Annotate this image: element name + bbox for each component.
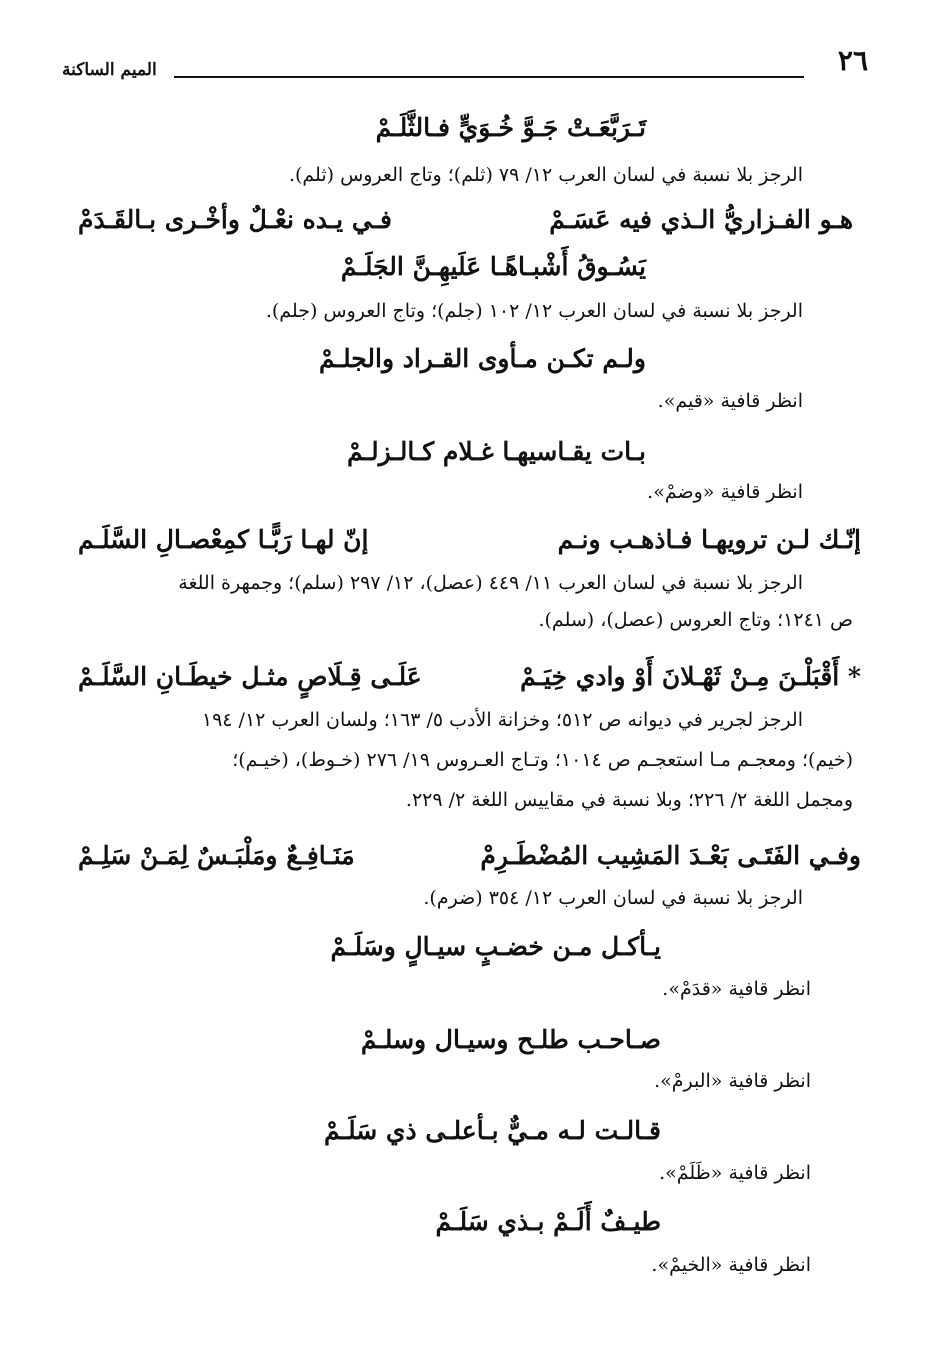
page-header — [62, 44, 868, 84]
verse-hemistich-left: فـي يـده نعْـلٌ وأخْـرى بـالقَـدَمْ — [78, 205, 392, 234]
header-rule — [174, 76, 804, 78]
running-title: الميم الساكنة — [62, 60, 157, 80]
verse-line: طيـفٌ أَلَـمْ بـذي سَلَـمْ — [435, 1207, 661, 1236]
verse-hemistich-left: عَلَـى قِـلَاصٍ مثـل خيطَـانِ السَّلَـمْ — [78, 662, 422, 691]
verse-line: قـالـت لـه مـيٌّ بـأعلـى ذي سَلَـمْ — [324, 1116, 661, 1145]
page-number: ٢٦ — [837, 44, 868, 77]
cross-reference: انظر قافية «وضمْ». — [647, 481, 803, 503]
source-note-line: الرجز بلا نسبة في لسان العرب ١١/ ٤٤٩ (عصل)، ١٢/ ٢٩٧ (سلم)؛ وجمهرة اللغة — [178, 572, 803, 594]
source-note-line: ص ١٢٤١؛ وتاج العروس (عصل)، (سلم). — [538, 609, 853, 631]
verse-line: يـأكـل مـن خضـبٍ سيـالٍ وسَلَـمْ — [330, 932, 661, 961]
verse-hemistich-left: إنّ لهـا رَبًّـا كمِعْصـالِ السَّلَـم — [78, 525, 369, 554]
verse-hemistich-right: هـو الفـزاريُّ الـذي فيه عَسَـمْ — [549, 205, 853, 234]
source-note-line: الرجز لجرير في ديوانه ص ٥١٢؛ وخزانة الأدب ٥/ ١٦٣؛ ولسان العرب ١٢/ ١٩٤ — [201, 709, 803, 731]
cross-reference: انظر قافية «قدَمْ». — [662, 978, 811, 1000]
verse-line: ولـم تكـن مـأوى القـراد والجلـمْ — [319, 344, 646, 373]
cross-reference: انظر قافية «الخيمْ». — [651, 1254, 811, 1276]
verse-line: صـاحـب طلـح وسيـال وسلـمْ — [360, 1025, 661, 1054]
verse-line: بـات يقـاسيهـا غـلام كـالـزلـمْ — [347, 437, 646, 466]
source-note-line: ومجمل اللغة ٢/ ٢٢٦؛ وبلا نسبة في مقاييس اللغة ٢/ ٢٢٩. — [405, 789, 853, 811]
source-note: الرجز بلا نسبة في لسان العرب ١٢/ ٣٥٤ (ضرم). — [423, 887, 803, 909]
cross-reference: انظر قافية «قيم». — [657, 390, 803, 412]
verse-line: تَـرَبَّعَـتْ جَـوَّ خُـوَيٍّ فـالثَّلَـمْ — [375, 113, 646, 142]
source-note: الرجز بلا نسبة في لسان العرب ١٢/ ٧٩ (ثلم)؛ وتاج العروس (ثلم). — [288, 164, 803, 186]
verse-hemistich-right: وفـي الفَتَـى بَعْـدَ المَشِيب المُضْطَـرِمْ — [480, 841, 861, 870]
source-note-line: (خيم)؛ ومعجـم مـا استعجـم ص ١٠١٤؛ وتـاج العـروس ١٩/ ٢٧٦ (خـوط)، (خيـم)؛ — [232, 749, 853, 771]
cross-reference: انظر قافية «ظَلَمْ». — [659, 1162, 811, 1184]
cross-reference: انظر قافية «البرمْ». — [654, 1070, 811, 1092]
source-note: الرجز بلا نسبة في لسان العرب ١٢/ ١٠٢ (جلم)؛ وتاج العروس (جلم). — [265, 300, 803, 322]
verse-hemistich-left: مَنَـافِـعٌ ومَلْبَـسٌ لِمَـنْ سَلِـمْ — [78, 841, 355, 870]
verse-hemistich-right: * أَقْبَلْـنَ مِـنْ ثَهْـلانَ أَوْ وادي خِيَـمْ — [520, 662, 861, 691]
verse-hemistich-right: إنّـك لـن ترويهـا فـاذهـب ونـم — [557, 525, 861, 554]
verse-line: يَسُـوقُ أَشْبـاهًـا عَلَيهِـنَّ الجَلَـمْ — [340, 252, 646, 281]
